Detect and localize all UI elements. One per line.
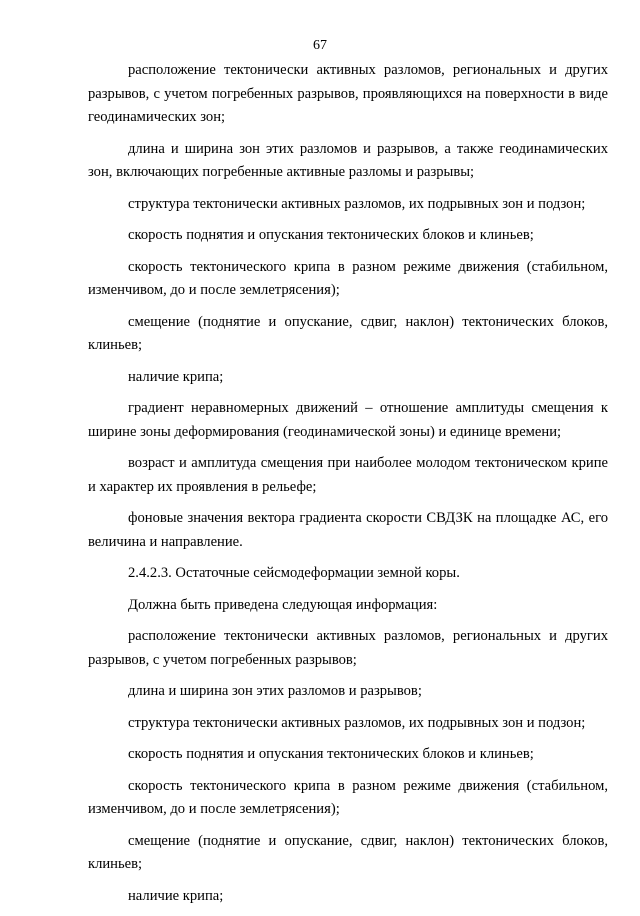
paragraph: наличие крипа; bbox=[128, 368, 224, 385]
paragraph: градиент неравномерных движений – отношение амплитуды смещения к ширине зоны деформирования (геодинамической зоны) и единице времени; bbox=[88, 400, 608, 440]
section-heading: 2.4.2.3. Остаточные сейсмодеформации земной коры. bbox=[128, 565, 460, 581]
body-text bbox=[88, 59, 608, 916]
paragraph: фоновые значения вектора градиента скорости СВДЗК на площадке АС, его величина и направление. bbox=[88, 510, 608, 550]
paragraph: наличие крипа; bbox=[128, 887, 224, 904]
paragraph: расположение тектонически активных разломов, региональных и других разрывов, с учетом погребенных разрывов; bbox=[88, 628, 608, 668]
paragraph: скорость тектонического крипа в разном режиме движения (стабильном, изменчивом, до и после землетрясения); bbox=[88, 258, 608, 298]
paragraph: расположение тектонически активных разломов, региональных и других разрывов, с учетом погребенных разрывов, проявляющихся на поверхности в виде геодинамических зон; bbox=[88, 62, 608, 125]
paragraph: смещение (поднятие и опускание, сдвиг, наклон) тектонических блоков, клиньев; bbox=[88, 832, 608, 872]
page-number: 67 bbox=[313, 38, 327, 53]
paragraph: возраст и амплитуда смещения при наиболее молодом тектоническом крипе и характер их проявления в рельефе; bbox=[88, 455, 608, 495]
paragraph: Должна быть приведена следующая информация: bbox=[128, 596, 438, 613]
paragraph: скорость поднятия и опускания тектонических блоков и клиньев; bbox=[128, 746, 534, 762]
paragraph: смещение (поднятие и опускание, сдвиг, наклон) тектонических блоков, клиньев; bbox=[88, 313, 608, 353]
paragraph: структура тектонически активных разломов, их подрывных зон и подзон; bbox=[128, 195, 586, 212]
paragraph: скорость поднятия и опускания тектонических блоков и клиньев; bbox=[128, 227, 534, 243]
paragraph: скорость тектонического крипа в разном режиме движения (стабильном, изменчивом, до и после землетрясения); bbox=[88, 777, 608, 817]
paragraph: длина и ширина зон этих разломов и разрывов; bbox=[128, 683, 422, 699]
paragraph: структура тектонически активных разломов, их подрывных зон и подзон; bbox=[128, 714, 586, 731]
paragraph: длина и ширина зон этих разломов и разрывов, а также геодинамических зон, включающих погребенные активные разломы и разрывы; bbox=[88, 140, 608, 180]
